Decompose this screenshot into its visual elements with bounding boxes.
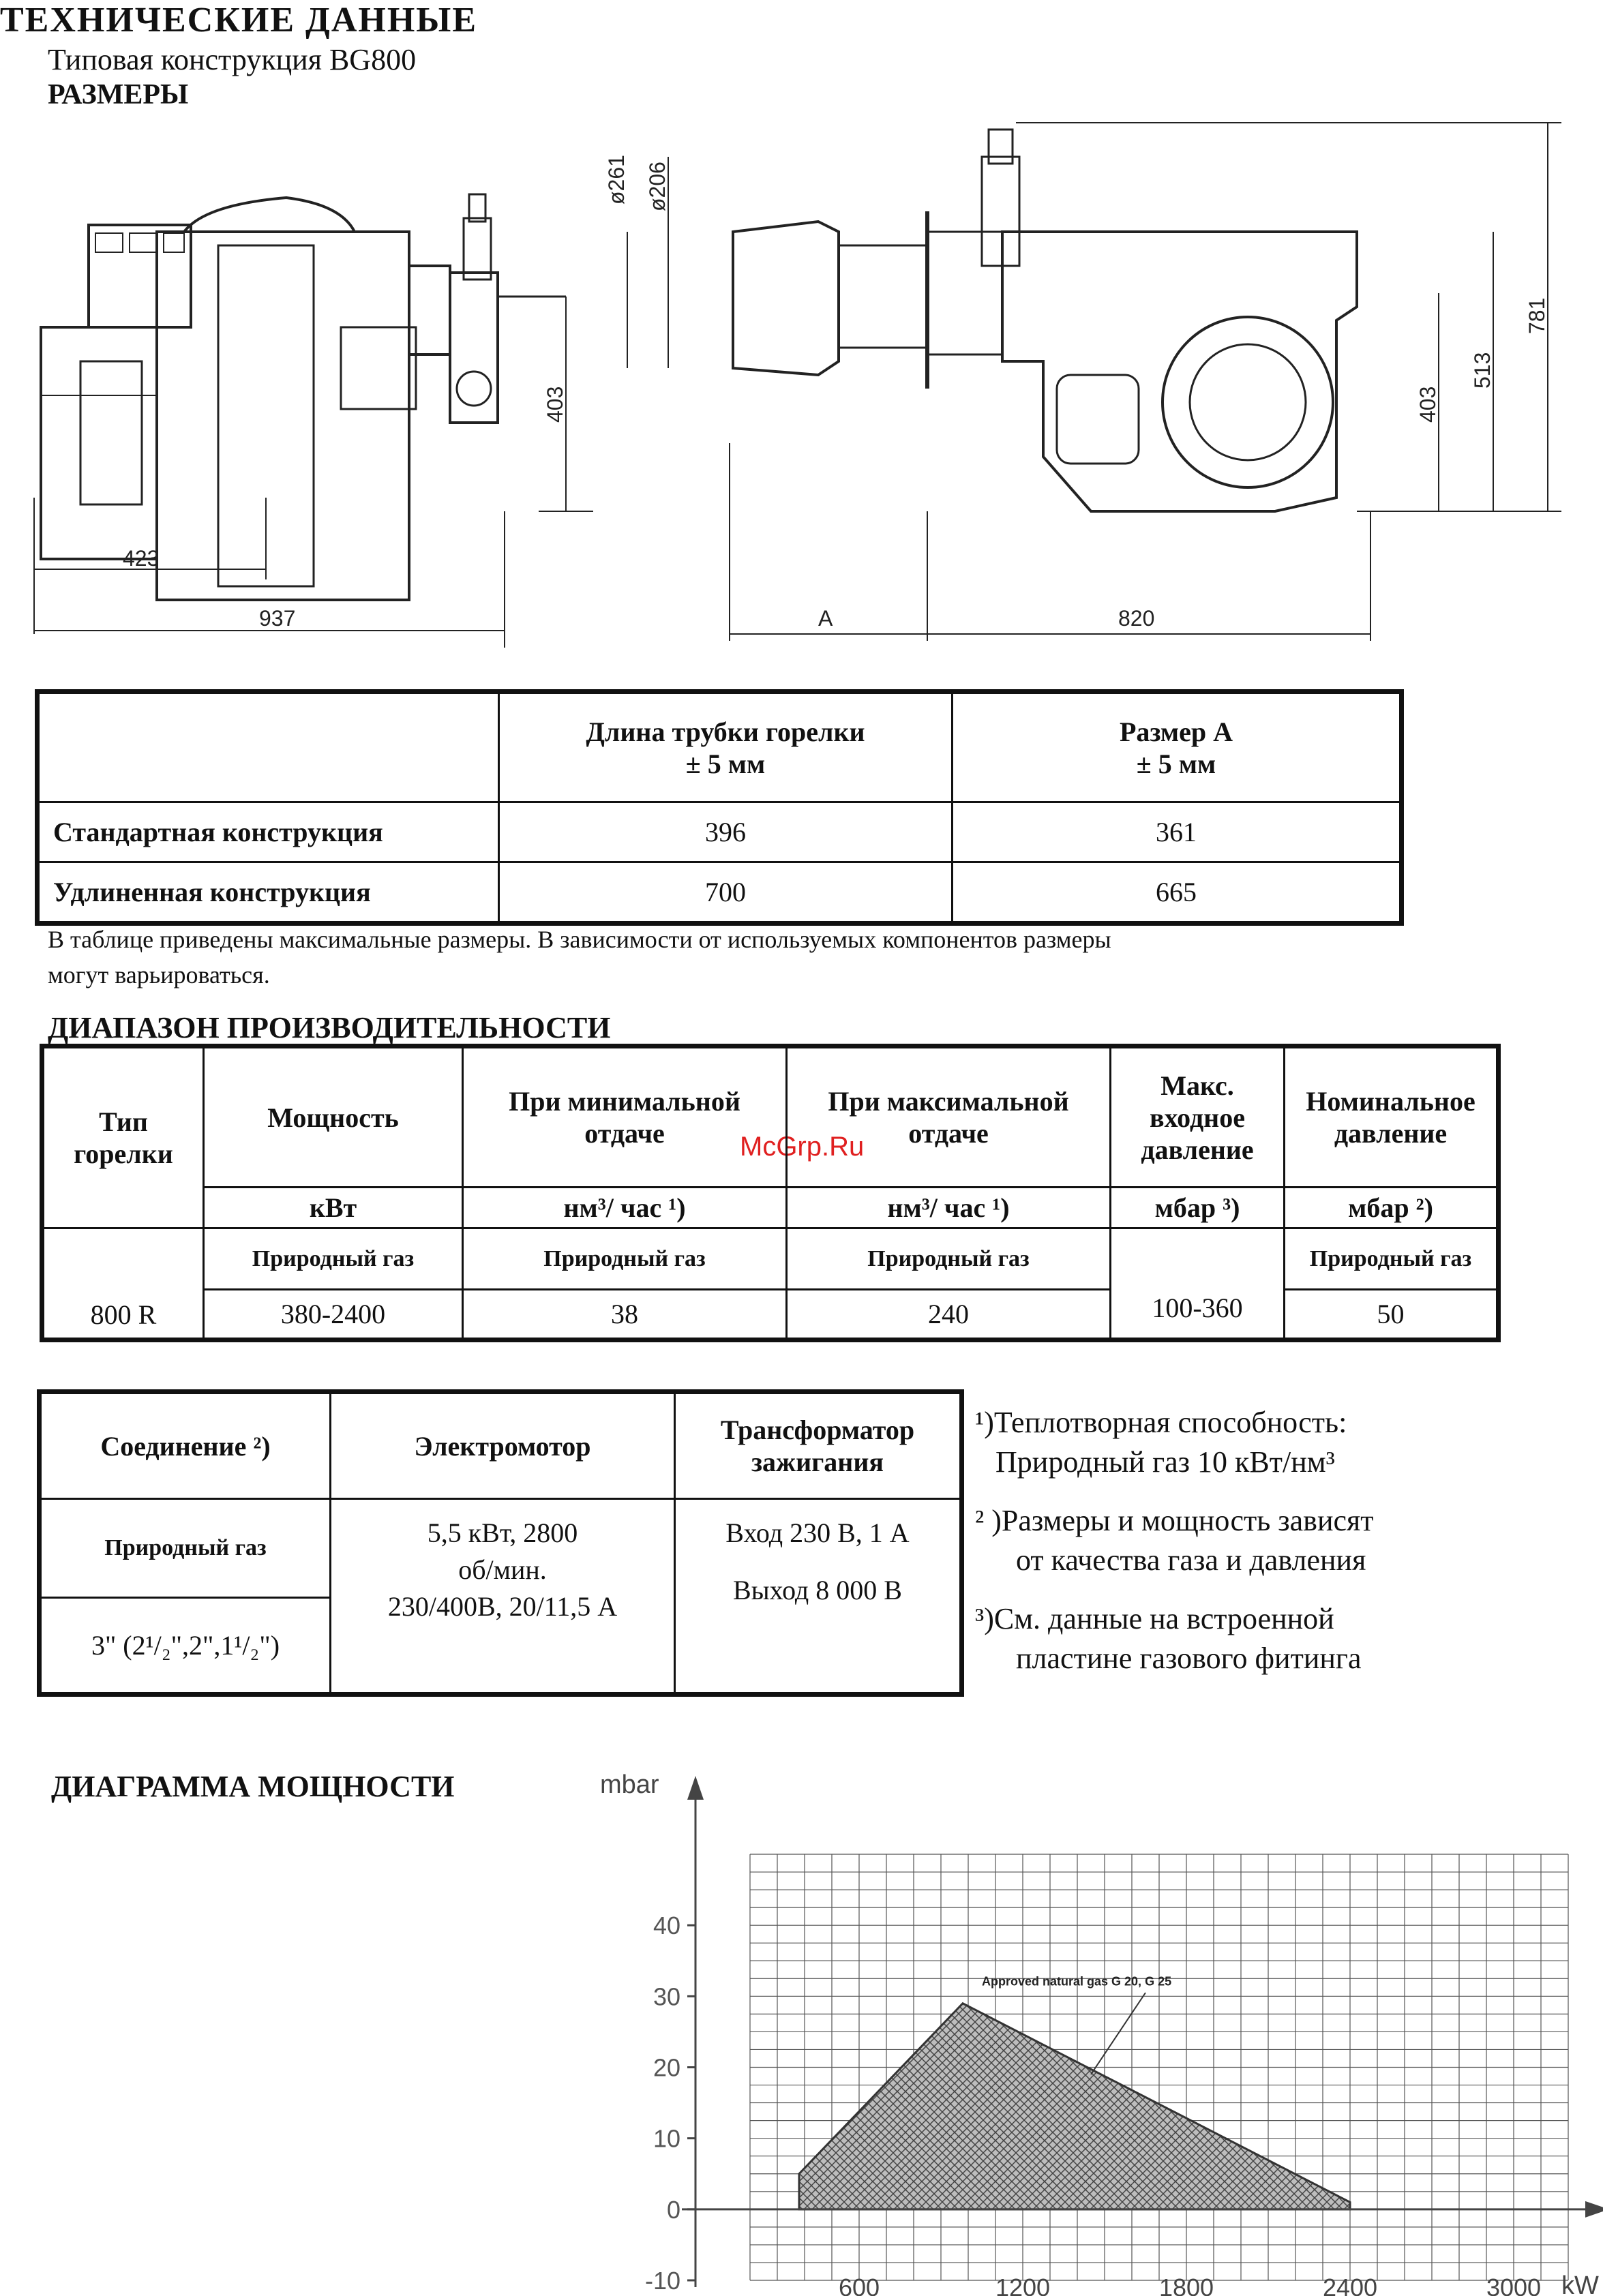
- footnote-3-a: ³)См. данные на встроенной: [975, 1602, 1334, 1635]
- dimensions-note: [48, 922, 1480, 993]
- dimensions-heading: РАЗМЕРЫ: [48, 79, 189, 110]
- x-axis-arrow: [1585, 2201, 1603, 2218]
- dim-937: 937: [259, 606, 296, 631]
- u-nominal: мбар ²): [1285, 1188, 1497, 1228]
- chart-area: [799, 1993, 1350, 2209]
- h-inlet: Макс. входное давление: [1111, 1048, 1285, 1188]
- footnote-2-a: ² )Размеры и мощность зависят: [975, 1504, 1374, 1537]
- u-min: нм³/ час ¹): [463, 1188, 787, 1228]
- nominal-value: 50: [1285, 1290, 1497, 1339]
- footnote-1-b: Природный газ 10 кВт/нм³: [995, 1445, 1335, 1479]
- motor-line-2: об/мин.: [458, 1554, 547, 1585]
- dim-d261: ø261: [604, 155, 629, 205]
- min-value: 38: [463, 1290, 787, 1339]
- footnotes: [975, 1403, 1493, 1678]
- capacity-table: [42, 1046, 1498, 1340]
- gas-label: Природный газ: [1285, 1228, 1497, 1290]
- dimensions-table: [38, 692, 1401, 923]
- right-housing: [1002, 232, 1357, 511]
- dim-403-left: 403: [543, 386, 567, 423]
- max-value: 240: [787, 1290, 1111, 1339]
- tube-value: 396: [499, 802, 953, 862]
- footnote-3-b: пластине газового фитинга: [1016, 1642, 1362, 1675]
- annotation-leader: [1091, 1993, 1145, 2074]
- inlet-value: 100-360: [1111, 1228, 1285, 1339]
- footnote-1-a: ¹)Теплотворная способность:: [975, 1406, 1347, 1439]
- components-table: [40, 1392, 961, 1694]
- power-value: 380-2400: [204, 1290, 463, 1339]
- row-label: Удлиненная конструкция: [39, 862, 499, 922]
- x-tick-label: 600: [838, 2274, 880, 2296]
- tube-value: 700: [499, 862, 953, 922]
- gas-label: Природный газ: [41, 1499, 331, 1598]
- h-transformer: Трансформатор зажигания: [675, 1393, 961, 1499]
- y-tick-label: 40: [653, 1912, 680, 1940]
- dim-513: 513: [1470, 352, 1495, 389]
- h-min: При минимальной отдаче: [463, 1048, 787, 1188]
- burner-dimension-drawing: [0, 102, 1603, 648]
- x-tick-label: 3000: [1486, 2274, 1542, 2296]
- x-tick-label: 1200: [995, 2274, 1051, 2296]
- h-motor: Электромотор: [331, 1393, 675, 1499]
- x-axis-label: kW: [1561, 2271, 1599, 2296]
- a-value: 361: [953, 802, 1400, 862]
- note-line-2: могут варьироваться.: [48, 961, 270, 988]
- gas-label: Природный газ: [787, 1228, 1111, 1290]
- motor-line-1: 5,5 кВт, 2800: [427, 1517, 578, 1548]
- dim-a: A: [818, 606, 833, 631]
- dim-781: 781: [1525, 297, 1549, 334]
- y-tick-label: 10: [653, 2124, 680, 2153]
- u-max: нм³/ час ¹): [787, 1188, 1111, 1228]
- burner-type: 800 R: [44, 1228, 204, 1339]
- y-axis-label: mbar: [600, 1772, 659, 1799]
- transformer-out: Выход 8 000 В: [733, 1575, 902, 1605]
- motor-line-3: 230/400В, 20/11,5 А: [387, 1591, 618, 1622]
- y-tick-label: 20: [653, 2053, 680, 2082]
- capacity-heading: ДИАПАЗОН ПРОИЗВОДИТЕЛЬНОСТИ: [48, 1011, 611, 1044]
- chart-grid: [750, 1854, 1568, 2280]
- series-annotation: Approved natural gas G 20, G 25: [982, 1974, 1172, 1989]
- y-tick-label: -10: [644, 2267, 680, 2295]
- x-tick-label: 2400: [1322, 2274, 1378, 2296]
- x-tick-label: 1800: [1158, 2274, 1214, 2296]
- dim-423: 423: [123, 546, 160, 571]
- chart-heading: ДИАГРАММА МОЩНОСТИ: [51, 1770, 455, 1803]
- transformer-in: Вход 230 В, 1 А: [725, 1517, 910, 1548]
- tube-length-tolerance: ± 5 мм: [685, 748, 766, 779]
- capacity-area: [799, 2004, 1350, 2209]
- dim-403-right: 403: [1415, 386, 1440, 423]
- gas-label: Природный газ: [463, 1228, 787, 1290]
- h-power: Мощность: [204, 1048, 463, 1188]
- flame-tube: [733, 222, 839, 375]
- row-label: Стандартная конструкция: [39, 802, 499, 862]
- y-tick-label: 30: [653, 1982, 680, 2011]
- y-tick-label: 0: [666, 2195, 680, 2224]
- table-row: [39, 802, 1400, 862]
- gas-label: Природный газ: [204, 1228, 463, 1290]
- u-power: кВт: [204, 1188, 463, 1228]
- size-a-tolerance: ± 5 мм: [1136, 748, 1216, 779]
- note-line-1: В таблице приведены максимальные размеры. В зависимости от используемых компонентов размеры: [48, 926, 1111, 953]
- size-a-header: Размер А: [1119, 716, 1233, 747]
- table-row: [39, 862, 1400, 922]
- h-type: Тип горелки: [44, 1048, 204, 1228]
- h-connection: Соединение ²): [41, 1393, 331, 1499]
- h-nominal: Номинальное давление: [1285, 1048, 1497, 1188]
- power-diagram: [586, 1772, 1603, 2296]
- a-value: 665: [953, 862, 1400, 922]
- tube-length-header: Длина трубки горелки: [586, 716, 865, 747]
- page-subtitle: Типовая конструкция BG800: [48, 43, 417, 76]
- y-axis-arrow: [687, 1776, 704, 1800]
- page-title: ТЕХНИЧЕСКИЕ ДАННЫЕ: [0, 1, 478, 40]
- burner-housing: [157, 232, 409, 600]
- u-inlet: мбар ³): [1111, 1188, 1285, 1228]
- dim-d206: ø206: [645, 162, 670, 211]
- dim-820: 820: [1118, 606, 1155, 631]
- watermark: McGrp.Ru: [740, 1132, 865, 1162]
- footnote-2-b: от качества газа и давления: [1016, 1543, 1366, 1577]
- h-max: При максимальной отдаче: [787, 1048, 1111, 1188]
- connection-value: 3" (2¹/₂",2",1¹/₂"): [41, 1598, 331, 1693]
